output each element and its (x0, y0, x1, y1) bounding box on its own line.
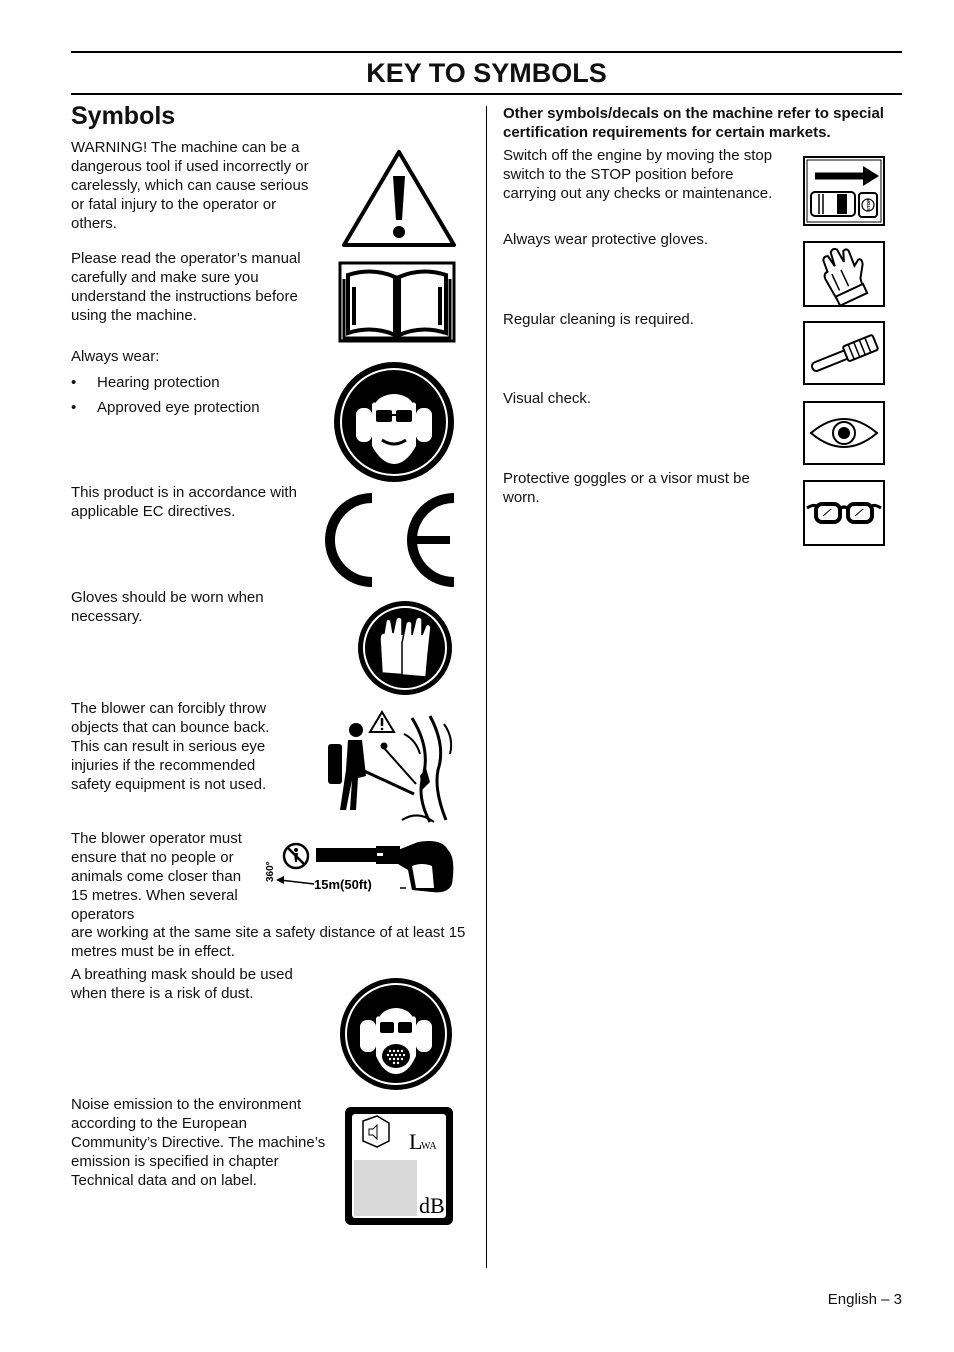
stop-switch-text: Switch off the engine by moving the stop switch to the STOP position before carrying out any checks or maintenance. (503, 147, 773, 202)
ear-eye-protection-icon (332, 360, 456, 484)
bullet-label: Hearing protection (97, 374, 220, 391)
stop-switch-icon (803, 156, 885, 226)
page-number: English – 3 (827, 1291, 902, 1308)
visual-check-text: Visual check. (503, 390, 592, 407)
stop-switch-label: STOP (866, 198, 871, 212)
protective-gloves-text: Always wear protective gloves. (503, 231, 709, 248)
ce-mark-icon (324, 492, 458, 588)
breathing-mask-icon (338, 976, 454, 1092)
eye-icon (803, 401, 885, 465)
header-top-rule (71, 51, 902, 53)
gloves-circle-icon (356, 599, 454, 697)
breathing-mask-text: A breathing mask should be used when there is a risk of dust. (71, 966, 293, 1002)
page-title: KEY TO SYMBOLS (366, 58, 607, 88)
lwa-L: L (409, 1129, 423, 1154)
bounce-back-text: The blower can forcibly throw objects that can bounce back. This can result in serious eye injuries if the recommended safety equipment is not used. (71, 700, 270, 793)
safety-distance-text-a: The blower operator must ensure that no people or animals come closer than 15 metres. When several operators (71, 830, 242, 923)
distance-range-label: 15m(50ft) (314, 877, 372, 892)
bounce-back-hazard-icon (322, 710, 458, 828)
section-heading: Symbols (71, 102, 176, 130)
safety-distance-text-b: are working at the same site a safety distance of at least 15 metres must be in effect. (71, 924, 466, 960)
bullet-item (71, 373, 311, 392)
noise-lwa-icon (343, 1105, 455, 1227)
manual-book-icon (338, 261, 456, 343)
distance-angle-label: 360° (265, 861, 276, 882)
lwa-subscript: WA (421, 1141, 437, 1152)
protective-glove-icon (803, 241, 885, 307)
header-bottom-rule (71, 93, 902, 95)
column-divider (486, 106, 487, 1268)
always-wear-label: Always wear: (71, 348, 160, 365)
bullet-item (71, 398, 311, 417)
goggles-text: Protective goggles or a visor must be worn. (503, 470, 750, 506)
bullet-marker: • (71, 374, 77, 391)
cleaning-brush-icon (803, 321, 885, 385)
bullet-label: Approved eye protection (97, 399, 260, 416)
bullet-marker: • (71, 399, 77, 416)
lwa-unit: dB (419, 1193, 445, 1218)
manual-text: Please read the operator’s manual carefully and make sure you understand the instructions before using the machine. (71, 250, 301, 324)
warning-text: WARNING! The machine can be a dangerous tool if used incorrectly or carelessly, which can cause serious or fatal injury to the operator or others. (71, 139, 309, 232)
noise-emission-text: Noise emission to the environment according to the European Community’s Directive. The machine’s emission is specified in chapter Technical data and on label. (71, 1096, 326, 1189)
goggles-icon (803, 480, 885, 546)
ce-text: This product is in accordance with applicable EC directives. (71, 484, 297, 520)
safety-distance-icon (262, 836, 462, 902)
cleaning-text: Regular cleaning is required. (503, 311, 694, 328)
warning-triangle-icon (341, 148, 457, 248)
other-symbols-intro: Other symbols/decals on the machine refer to special certification requirements for certain markets. (503, 105, 884, 141)
gloves-text: Gloves should be worn when necessary. (71, 589, 264, 625)
